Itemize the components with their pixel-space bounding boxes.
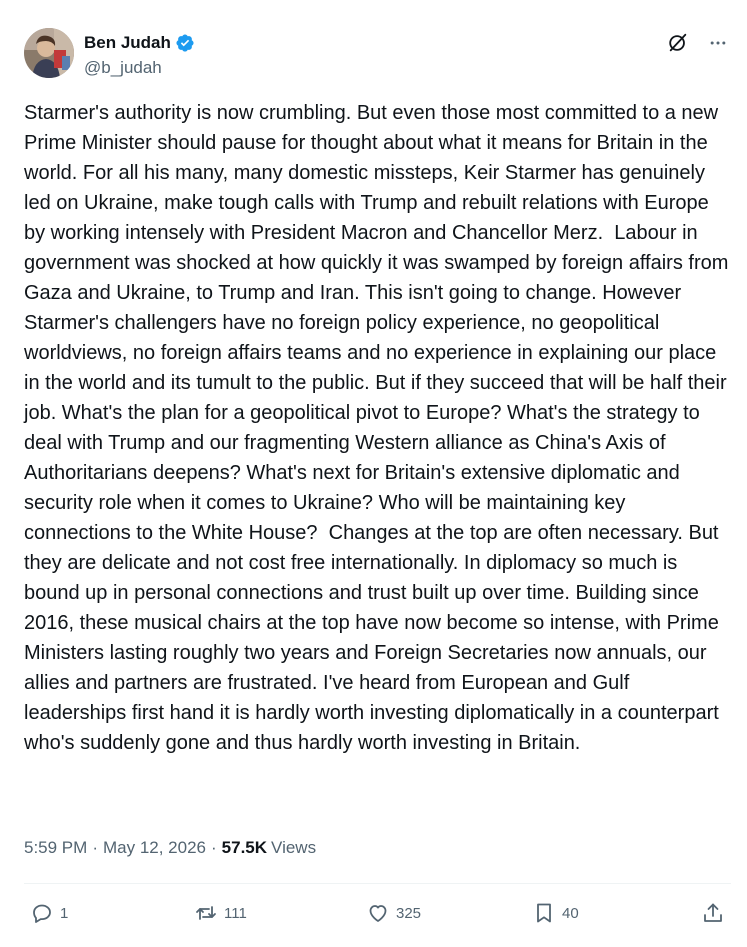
- views-count[interactable]: 57.5K: [221, 838, 268, 857]
- repost-button[interactable]: [194, 897, 247, 929]
- like-count: 325: [396, 904, 422, 922]
- repost-count: 111: [224, 904, 247, 922]
- avatar[interactable]: [24, 28, 74, 78]
- tweet-meta: [24, 838, 316, 858]
- views-label: Views: [271, 838, 317, 857]
- display-name[interactable]: Ben Judah: [84, 33, 171, 52]
- meta-separator: ·: [92, 838, 98, 857]
- more-icon[interactable]: [705, 30, 731, 56]
- divider: [24, 883, 731, 884]
- share-button[interactable]: [701, 897, 725, 929]
- post-time[interactable]: 5:59 PM: [24, 838, 88, 857]
- reply-button[interactable]: [30, 897, 68, 929]
- action-bar: [24, 897, 731, 929]
- like-button[interactable]: [366, 897, 421, 929]
- tweet-header: [24, 28, 731, 80]
- author-info: [84, 31, 195, 78]
- bookmark-button[interactable]: [532, 897, 579, 929]
- tweet-text: Starmer's authority is now crumbling. But even those most committed to a new Prime Minister should pause for thought about what it means for Britain in the world. For all his many, many domestic missteps, Keir Starmer has genuinely led on Ukraine, make tough calls with Trump and rebuilt relations with Europe by working intensely with President Macron and Chancellor Merz. Labour in government was shocked at how quickly it was swamped by foreign affairs from Gaza and Ukraine, to Trump and Iran. This isn't going to change. However Starmer's challengers have no foreign policy experience, no geopolitical worldviews, no foreign affairs teams and no experience in explaining our place in the world and its tumult to the public. But if they succeed that will be half their job. What's the plan for a geopolitical pivot to Europe? What's the strategy to deal with Trump and our fragmenting Western alliance as China's Axis of Authoritarians deepens? What's next for Britain's extensive diplomatic and security role when it comes to Ukraine? Who will be maintaining key connections to the White House? Changes at the top are often necessary. But they are delicate and not cost free internationally. In diplomacy so much is bound up in personal connections and trust built up over time. Building since 2016, these musical chairs at the top have now become so intense, with Prime Ministers lasting roughly two years and Foreign Secretaries now annuals, our allies and partners are frustrated. I've heard from European and Gulf leaderships first hand it is hardly worth investing diplomatically in a counterpart who's suddenly gone and thus hardly worth investing in Britain.: [24, 102, 734, 754]
- meta-separator: ·: [211, 838, 217, 857]
- post-date[interactable]: May 12, 2026: [102, 838, 206, 857]
- grok-icon[interactable]: [665, 30, 691, 56]
- heart-icon: [366, 901, 390, 925]
- header-actions: [665, 30, 731, 56]
- reply-icon: [30, 901, 54, 925]
- reply-count: 1: [60, 904, 69, 922]
- repost-icon: [194, 901, 218, 925]
- bookmark-count: 40: [562, 904, 579, 922]
- handle[interactable]: @b_judah: [84, 58, 162, 77]
- share-icon: [701, 901, 725, 925]
- verified-badge-icon[interactable]: [175, 33, 195, 53]
- bookmark-icon: [532, 901, 556, 925]
